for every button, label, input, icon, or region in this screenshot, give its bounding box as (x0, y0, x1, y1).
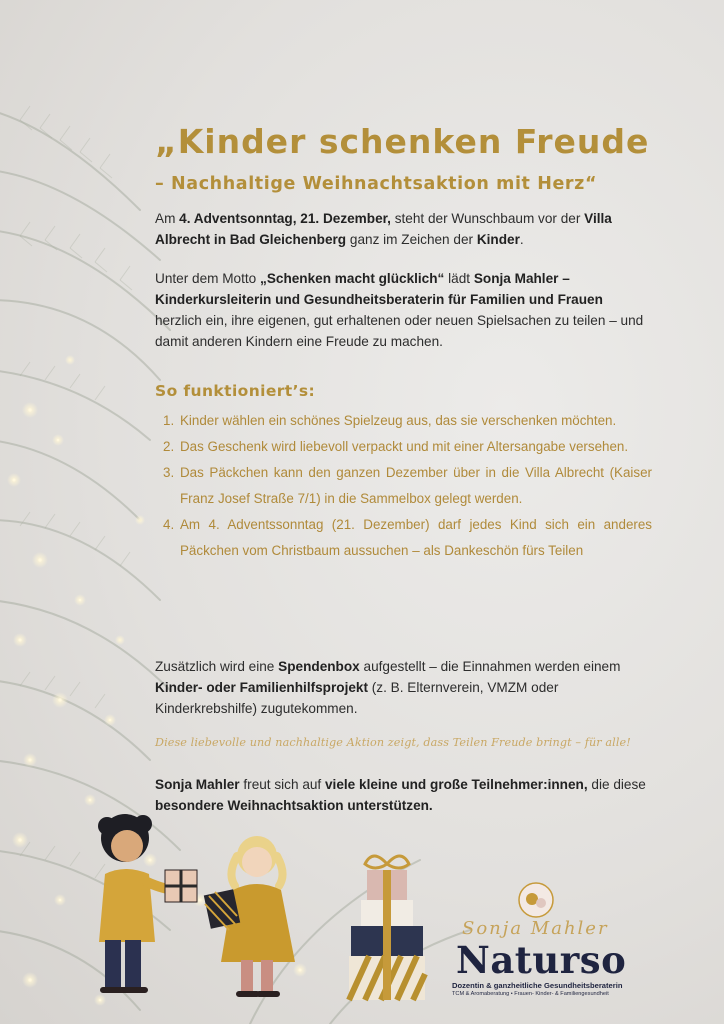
page-subtitle: – Nachhaltige Weihnachtsaktion mit Herz“ (155, 174, 598, 194)
cursive-quote: Diese liebevolle und nachhaltige Aktion zeigt, dass Teilen Freude bringt – für alle! (155, 736, 631, 749)
closing-paragraph: Sonja Mahler freut sich auf viele kleine und große Teilnehmer:innen, die diese besondere Weihnachtsaktion unterstützen. (155, 777, 646, 813)
list-item: 4. Am 4. Adventssonntag (21. Dezember) darf jedes Kind sich ein anderes Päckchen vom Christbaum aussuchen – als Dankeschön fürs Teilen (163, 517, 652, 558)
children-gift-exchange-illustration (85, 812, 315, 1012)
motto-paragraph: Unter dem Motto „Schenken macht glücklich“ lädt Sonja Mahler – Kinderkursleiterin und Gesundheitsberaterin für Familien und Frauen herzlich ein, ihre eigenen, gut erhaltenen oder neuen Spielsachen zu teilen – und damit anderen Kindern eine Freude zu machen. (155, 271, 644, 349)
brand-emblem-icon (517, 881, 555, 919)
page-title: „Kinder schenken Freude (155, 122, 650, 161)
girl-figure (204, 836, 295, 994)
brand-subtagline: TCM & Aromaberatung • Frauen- Kinder- & Familiengesundheit (452, 991, 609, 997)
brand-tagline: Dozentin & ganzheitliche Gesundheitsberaterin (452, 981, 623, 990)
list-item: 2. Das Geschenk wird liebevoll verpackt und mit einer Altersangabe versehen. (163, 439, 629, 454)
steps-list (163, 408, 652, 564)
gift-stack-icon (345, 852, 429, 1004)
list-item: 1. Kinder wählen ein schönes Spielzeug aus, das sie verschenken möchten. (163, 413, 617, 428)
brand-signature: Sonja Mahler (462, 918, 609, 939)
donation-paragraph: Zusätzlich wird eine Spendenbox aufgestellt – die Einnahmen werden einem Kinder- oder Familienhilfsprojekt (z. B. Elternverein, VMZM oder Kinderkrebshilfe) zugutekommen. (155, 659, 621, 716)
intro-paragraph: Am 4. Adventsonntag, 21. Dezember, steht der Wunschbaum vor der Villa Albrecht in Bad Gleichenberg ganz im Zeichen der Kinder. (155, 211, 612, 247)
brand-logo: Naturso (456, 938, 627, 982)
howto-heading: So funktioniert’s: (155, 382, 316, 400)
boy-figure (98, 814, 197, 990)
list-item: 3. Das Päckchen kann den ganzen Dezember über in die Villa Albrecht (Kaiser Franz Josef Straße 7/1) in die Sammelbox gelegt werden. (163, 465, 652, 506)
